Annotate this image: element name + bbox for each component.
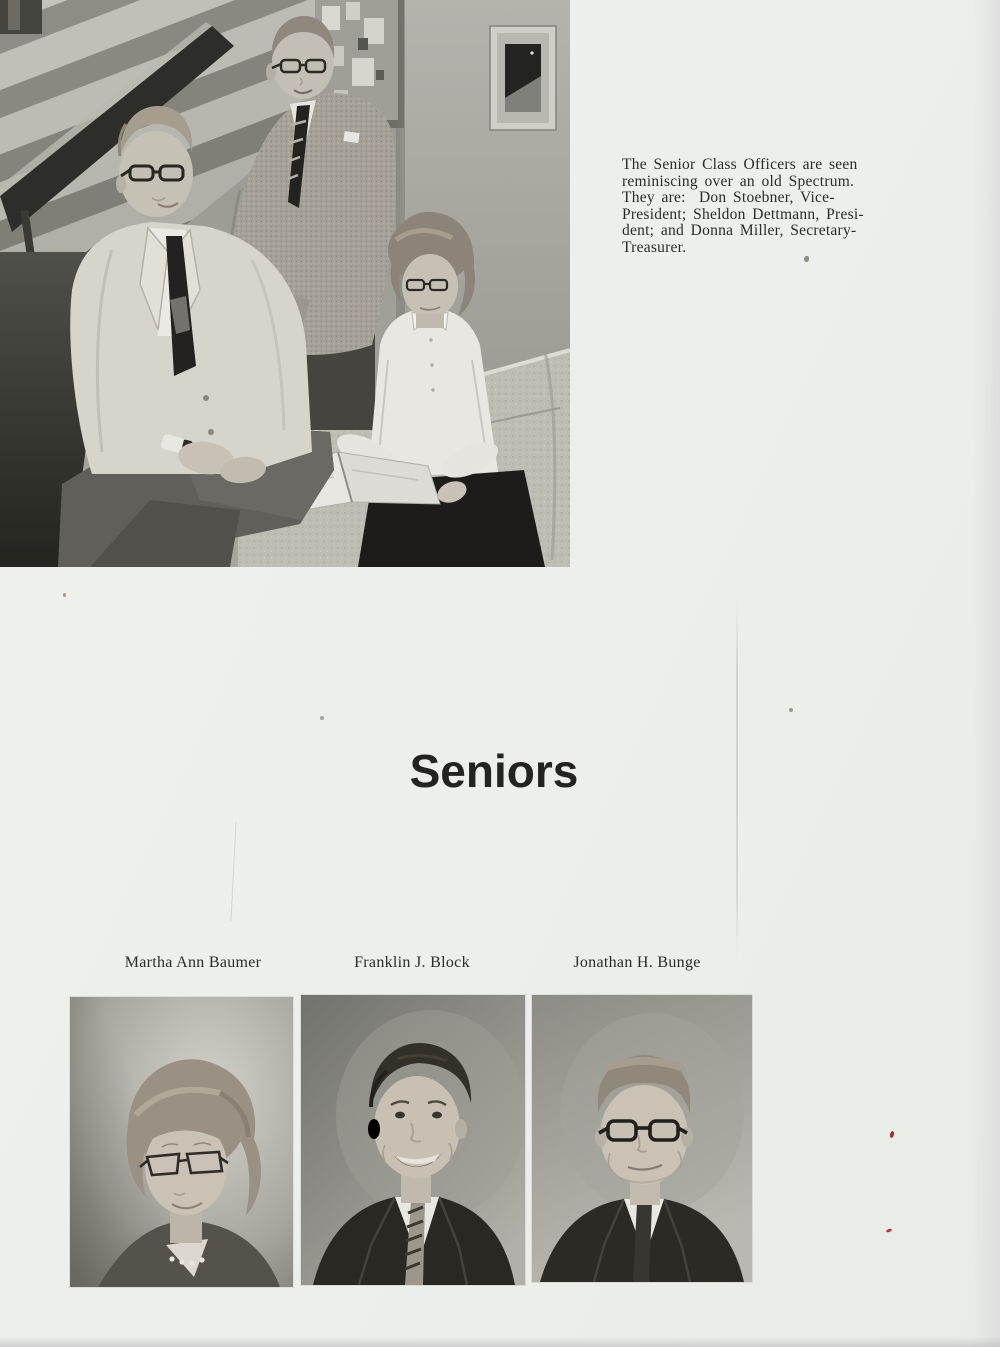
student-name-franklin: Franklin J. Block [354,954,470,971]
caption-line: The Senior Class Officers are seen [622,156,858,173]
student-name-jonathan: Jonathan H. Bunge [573,954,701,971]
senior-officers-photo [0,0,570,567]
portrait-photo-martha [70,997,293,1287]
page-title: Seniors [409,745,579,797]
gray-dust-speck [789,708,793,712]
page-bottom-shadow [0,1337,1000,1347]
portrait-franklin-illustration [301,995,525,1285]
caption-line: They are: Don Stoebner, Vice- [622,189,835,206]
gray-dust-speck [320,716,324,720]
caption-line: Treasurer. [622,238,687,256]
portrait-photo-jonathan [532,995,752,1282]
red-dust-speck [889,1131,895,1139]
red-dust-speck [886,1228,893,1233]
caption-line: President; Sheldon Dettmann, Presi- [622,205,864,223]
page-edge-shade [972,0,1000,1347]
portrait-jonathan-illustration [532,995,752,1282]
gray-dust-speck [804,256,809,262]
caption-line: dent; and Donna Miller, Secretary- [622,222,857,239]
group-photo-illustration [0,0,570,567]
page-scratch [230,822,236,922]
portrait-photo-franklin [301,995,525,1285]
framed-picture [490,26,556,130]
page-crease [736,598,738,960]
photo-caption [622,157,904,256]
student-name-martha: Martha Ann Baumer [124,954,262,971]
portrait-martha-illustration [70,997,293,1287]
red-dust-speck [63,593,66,597]
caption-line: reminiscing over an old Spectrum. [622,172,855,190]
